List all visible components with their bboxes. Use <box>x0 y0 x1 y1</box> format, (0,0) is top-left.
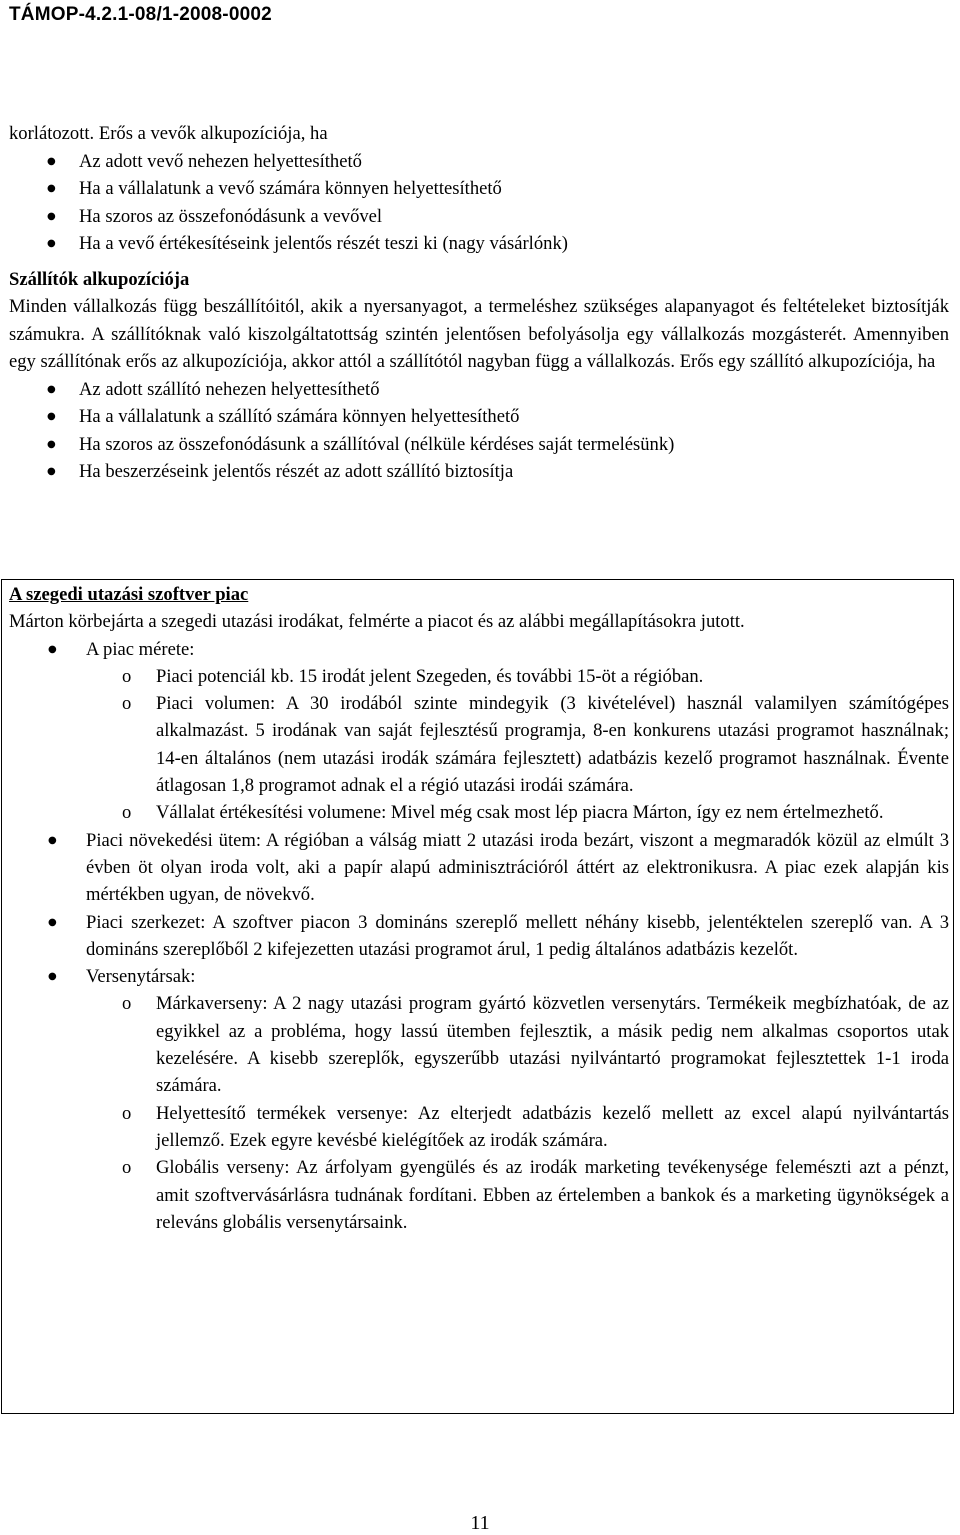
sub-list-item: o Vállalat értékesítési volumene: Mivel még csak most lép piacra Márton, így ez nem értelmezhető. <box>9 799 949 826</box>
list-item: ● Az adott szállító nehezen helyettesíthető <box>9 376 949 404</box>
case-study-heading: A szegedi utazási szoftver piac <box>9 584 249 605</box>
list-item: ● Ha szoros az összefonódásunk a szállítóval (nélküle kérdéses saját termelésünk) <box>9 431 949 459</box>
buyer-conditions-list <box>9 148 949 258</box>
list-item-label: A piac mérete: <box>86 638 195 660</box>
page-number: 11 <box>470 1512 490 1534</box>
list-item: ● Ha beszerzéseink jelentős részét az adott szállító biztosítja <box>9 458 949 486</box>
sub-list-item: o Piaci potenciál kb. 15 irodát jelent Szegeden, és további 15-öt a régióban. <box>9 663 949 690</box>
intro-lead: korlátozott. Erős a vevők alkupozíciója, ha <box>9 123 328 144</box>
suppliers-heading: Szállítók alkupozíciója <box>9 268 190 290</box>
list-item-label: Versenytársak: <box>86 966 196 988</box>
list-item <box>9 636 949 827</box>
intro-section <box>9 120 949 486</box>
list-item: ● Az adott vevő nehezen helyettesíthető <box>9 148 949 176</box>
case-study-box <box>1 579 954 1414</box>
market-analysis-list <box>9 636 949 1237</box>
sub-list-item: o Márkaverseny: A 2 nagy utazási program gyártó közvetlen versenytárs. Termékeik megbízhatóak, de az egyikkel az a probléma, hogy lassú ütemben fejlesztik, a másik pedig nem alkalmas csoportos utak kezelésére. A kisebb szereplők, egyszerűbb utazási nyilvántartó programokat fejlesztettek 1-1 iroda számára. <box>9 990 949 1099</box>
list-item: ● Ha a vevő értékesítéseink jelentős részét teszi ki (nagy vásárlónk) <box>9 230 949 258</box>
supplier-conditions-list <box>9 376 949 486</box>
sub-list <box>9 990 949 1236</box>
sub-list-item: o Piaci volumen: A 30 irodából szinte mindegyik (3 kivételével) használ valamilyen számítógépes alkalmazást. 5 irodának van saját fejlesztésű programja, 8-en konkurens utazási programot használnak; 14-en általános (nem utazási irodák számára fejlesztett) adatbázis kezelő programot használnak. Évente átlagosan 1,8 programot adnak el a régió utazási irodái számára. <box>9 690 949 799</box>
sub-list-item: o Globális verseny: Az árfolyam gyengülés és az irodák marketing tevékenysége felemészti azt a pénzt, amit szoftvervásárlásra tudnának fordítani. Ebben az értelemben a bankok és a marketing ügynökségek a releváns globális versenytársaink. <box>9 1154 949 1236</box>
document-header: TÁMOP-4.2.1-08/1-2008-0002 <box>9 4 272 25</box>
sub-list <box>9 663 949 827</box>
list-item: ● Ha a vállalatunk a szállító számára könnyen helyettesíthető <box>9 403 949 431</box>
list-item-label: Piaci szerkezet: A szoftver piacon 3 domináns szereplő mellett néhány kisebb, jelentéktelen szereplő van. A 3 domináns szereplőből 2 kifejezetten utazási programot árul, 1 pedig általános adatbázis kezelőt. <box>86 911 949 960</box>
list-item <box>9 963 949 1236</box>
sub-list-item: o Helyettesítő termékek versenye: Az elterjedt adatbázis kezelő mellett az excel alapú nyilvántartás jellemző. Ezek egyre kevésbé kielégítőek az irodák számára. <box>9 1100 949 1155</box>
list-item <box>9 827 949 909</box>
case-study-intro: Márton körbejárta a szegedi utazási irodákat, felmérte a piacot és az alábbi megállapításokra jutott. <box>9 611 745 633</box>
list-item <box>9 909 949 964</box>
list-item-label: Piaci növekedési ütem: A régióban a válság miatt 2 utazási iroda bezárt, viszont a megmaradók közül az elmúlt 3 évben öt olyan iroda volt, aki a papír alapú adminisztrációról áttért az elektronikusra. A piac ezek alapján kis mértékben ugyan, de növekvő. <box>86 829 949 906</box>
suppliers-paragraph: Minden vállalkozás függ beszállítóitól, akik a nyersanyagot, a termeléshez szükséges alapanyagot és feltételeket biztosítják számukra. A szállítóknak való kiszolgáltatottság szintén jelentősen befolyásolja egy vállalkozás mozgásterét. Amennyiben egy szállítónak erős az alkupozíciója, akkor attól a szállítótól nagyban függ a vállalkozás. Erős egy szállító alkupozíciója, ha <box>9 296 949 372</box>
list-item: ● Ha szoros az összefonódásunk a vevővel <box>9 203 949 231</box>
list-item: ● Ha a vállalatunk a vevő számára könnyen helyettesíthető <box>9 175 949 203</box>
